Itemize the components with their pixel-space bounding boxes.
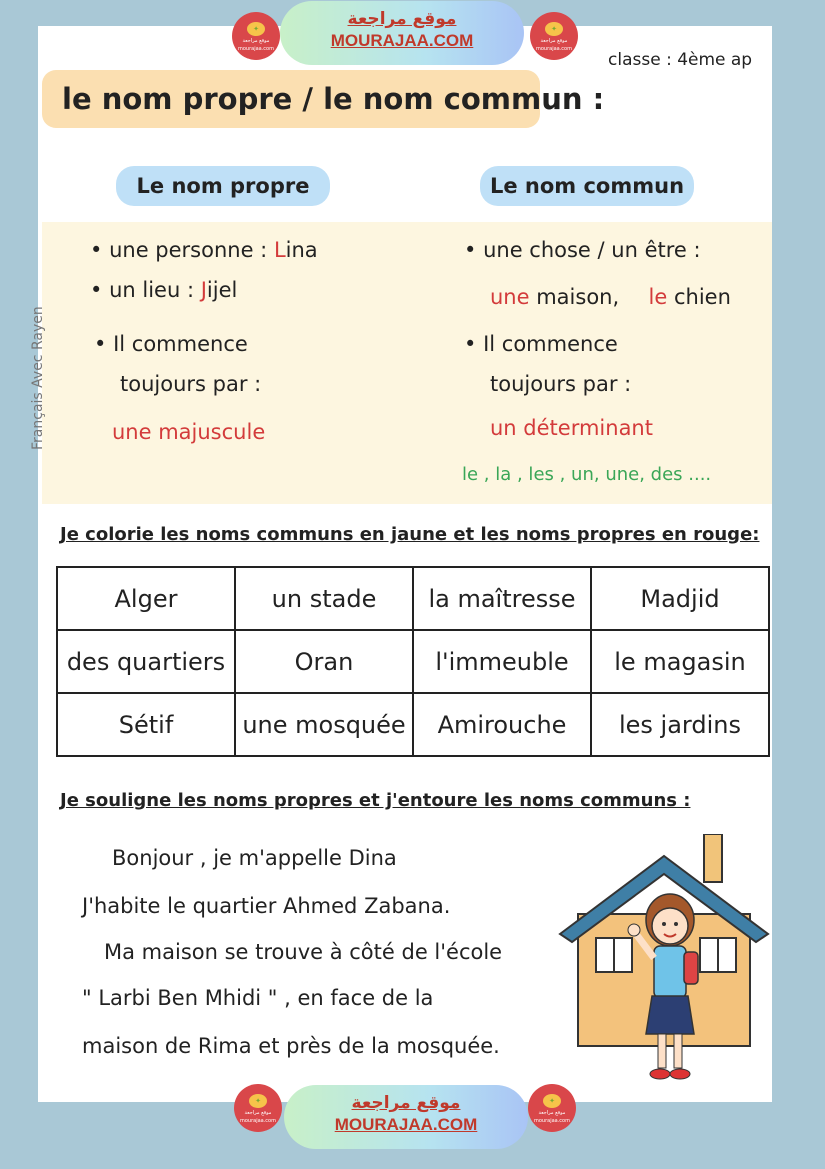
brand-banner-bottom[interactable]: [284, 1085, 528, 1149]
brand-logo-icon: ✦: [543, 1094, 561, 1108]
table-cell[interactable]: Sétif: [57, 693, 235, 756]
text-line[interactable]: " Larbi Ben Mhidi " , en face de la: [82, 986, 434, 1010]
table-cell[interactable]: Alger: [57, 567, 235, 630]
example-noun: maison,: [529, 285, 620, 309]
table-row: [57, 693, 769, 756]
heading-nom-commun: Le nom commun: [480, 166, 694, 206]
example-noun: chien: [667, 285, 731, 309]
page-title: le nom propre / le nom commun :: [62, 82, 605, 116]
table-cell[interactable]: Amirouche: [413, 693, 591, 756]
text-line[interactable]: Ma maison se trouve à côté de l'école: [104, 940, 503, 964]
table-cell[interactable]: les jardins: [591, 693, 769, 756]
table-row: [57, 630, 769, 693]
bullet: •: [94, 332, 107, 356]
bullet: •: [464, 332, 477, 356]
table-cell[interactable]: Oran: [235, 630, 413, 693]
left-item-place: [90, 278, 237, 302]
left-item-person-rest: ina: [285, 238, 318, 262]
table-cell[interactable]: l'immeuble: [413, 630, 591, 693]
noun-grid: [56, 566, 770, 757]
brand-logo-left-top: [232, 12, 280, 60]
capital-letter: J: [200, 278, 207, 302]
right-item-thing-label: une chose / un être :: [483, 238, 701, 262]
right-item-thing: [464, 238, 701, 262]
class-label: classe : 4ème ap: [608, 50, 753, 70]
brand-arabic: موقع مراجعة: [347, 9, 457, 29]
determiner: le: [648, 285, 668, 309]
capital-letter: L: [273, 238, 286, 262]
left-item-person: [90, 238, 318, 262]
brand-logo-icon: ✦: [247, 22, 265, 36]
rules-panel: [42, 222, 772, 504]
brand-link[interactable]: MOURAJAA.COM: [330, 31, 474, 50]
brand-logo-arabic: موقع مراجعة: [538, 1110, 566, 1116]
text-line[interactable]: Bonjour , je m'appelle Dina: [112, 846, 397, 870]
left-item-person-label: une personne :: [109, 238, 274, 262]
brand-link[interactable]: MOURAJAA.COM: [334, 1115, 478, 1134]
determiner-list: le , la , les , un, une, des ....: [462, 464, 712, 485]
brand-logo-left-bottom: [234, 1084, 282, 1132]
right-rule-line1: [464, 332, 618, 356]
brand-logo-arabic: موقع مراجعة: [540, 38, 568, 44]
brand-logo-text: mourajaa.com: [535, 46, 572, 52]
right-rule-answer: un déterminant: [490, 416, 653, 440]
side-credit: Français Avec Rayen: [30, 306, 46, 450]
brand-banner-top[interactable]: [280, 1, 524, 65]
left-item-place-label: un lieu :: [109, 278, 201, 302]
text-line[interactable]: maison de Rima et près de la mosquée.: [82, 1034, 500, 1058]
exercise1-instruction: Je colorie les noms communs en jaune et les noms propres en rouge:: [60, 524, 760, 545]
right-examples: [490, 285, 731, 309]
left-rule-line2: toujours par :: [120, 372, 262, 396]
text-line[interactable]: J'habite le quartier Ahmed Zabana.: [82, 894, 451, 918]
exercise2-instruction: Je souligne les noms propres et j'entoure les noms communs :: [60, 790, 691, 811]
bullet: •: [90, 278, 103, 302]
determiner: une: [490, 285, 530, 309]
brand-logo-icon: ✦: [545, 22, 563, 36]
left-rule-answer: une majuscule: [112, 420, 266, 444]
table-cell[interactable]: une mosquée: [235, 693, 413, 756]
table-cell[interactable]: un stade: [235, 567, 413, 630]
brand-logo-icon: ✦: [249, 1094, 267, 1108]
brand-logo-text: mourajaa.com: [533, 1118, 570, 1124]
right-rule-line2: toujours par :: [490, 372, 632, 396]
brand-logo-arabic: موقع مراجعة: [242, 38, 270, 44]
brand-logo-text: mourajaa.com: [239, 1118, 276, 1124]
left-rule-line1: [94, 332, 248, 356]
brand-logo-right-top: [530, 12, 578, 60]
left-item-place-rest: ijel: [206, 278, 238, 302]
table-cell[interactable]: Madjid: [591, 567, 769, 630]
brand-arabic: موقع مراجعة: [351, 1093, 461, 1113]
brand-logo-right-bottom: [528, 1084, 576, 1132]
table-cell[interactable]: la maîtresse: [413, 567, 591, 630]
brand-logo-arabic: موقع مراجعة: [244, 1110, 272, 1116]
brand-logo-text: mourajaa.com: [237, 46, 274, 52]
bullet: •: [90, 238, 103, 262]
table-cell[interactable]: des quartiers: [57, 630, 235, 693]
right-rule-text1: Il commence: [483, 332, 618, 356]
left-rule-text1: Il commence: [113, 332, 248, 356]
table-cell[interactable]: le magasin: [591, 630, 769, 693]
bullet: •: [464, 238, 477, 262]
house-girl-illustration: [556, 834, 772, 1088]
heading-nom-propre: Le nom propre: [116, 166, 330, 206]
table-row: [57, 567, 769, 630]
